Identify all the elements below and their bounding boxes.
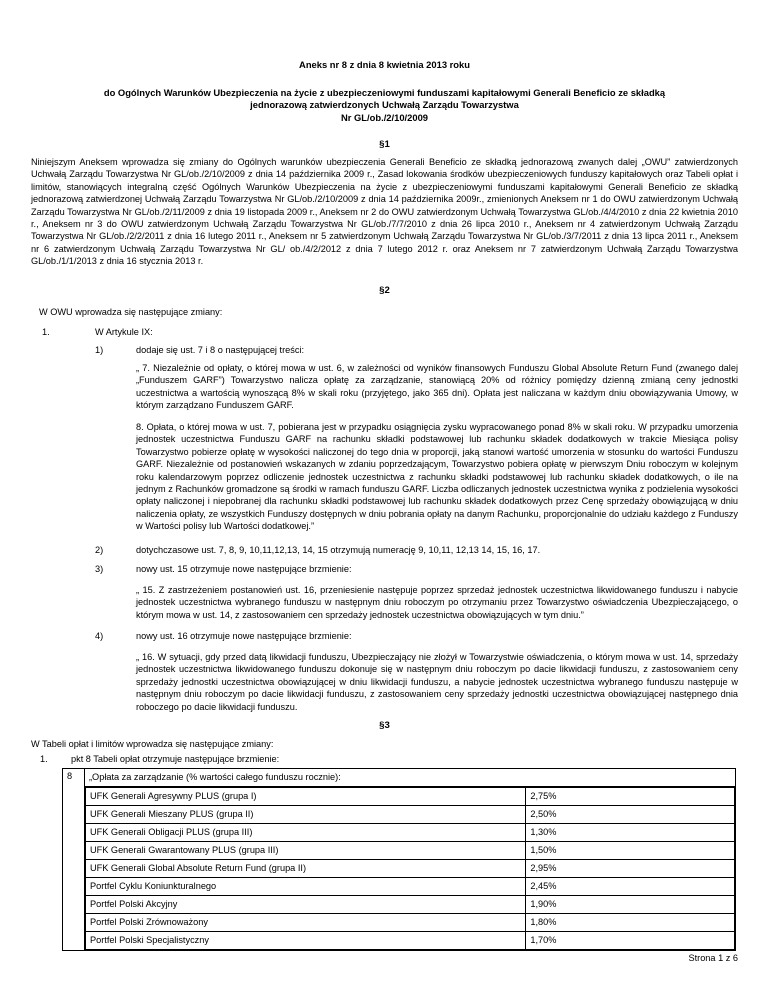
fund-fee-row [86,824,735,842]
section-2-heading: §2 [379,285,390,296]
fund-fee-row [86,878,735,896]
fund-fees-table [85,787,735,950]
fund-fee-row [86,932,735,950]
section-2-sub-4-number: 4) [95,631,104,641]
fund-name: Portfel Polski Zrównoważony [86,914,526,932]
quote-paragraph-7: „ 7. Niezależnie od opłaty, o której mowa w ust. 6, w zależności od wyników finansowych Funduszu Global Absolute Return Fund (zwanego dalej „Funduszem GARF”) Towarzystwo nalicza opłatę za zarządzanie, stanowiącą 20% od różnicy pomiędzy dzienną zmianą ceny jednostki uczestnictwa a wartością wynoszącą 8% w skali roku (przyjętego, jako 365 dni). Opłata jest naliczana w każdym dniu obowiązywania Umowy, w którym zarządzano Funduszem GARF. [136,363,738,411]
fund-name: Portfel Polski Specjalistyczny [86,932,526,950]
quote-paragraph-8: 8. Opłata, o której mowa w ust. 7, pobierana jest w przypadku osiągnięcia zysku wypracowanego ponad 8% w skali roku. W przypadku umorzenia jednostek uczestnictwa Funduszu GARF na rachunku składki podstawowej lub rachunku składek dodatkowych w trakcie Miesiąca polisy Towarzystwo pobierze opłatę w wysokości naliczonej do tego dnia w proporcji, jaką stanowi wartość umorzenia w stosunku do wartości Funduszu GARF. Niezależnie od postanowień wskazanych w zdaniu poprzedzającym, Towarzystwo pobiera opłatę w pierwszym Dniu roboczym w kolejnym roku kalendarzowym poprzez odliczenie jednostek uczestnictwa z rachunku składki podstawowej lub rachunku składek dodatkowych, o ile na jednym z Rachunków gromadzone są środki w ramach funduszu GARF. Liczba odliczanych jednostek uczestnictwa wynika z podzielenia wysokości opłaty naliczonej i niepobranej dla rachunku składki podstawowej lub rachunku składek dodatkowych przez Cenę sprzedaży obowiązującą w dniu naliczenia opłaty, ze wszystkich Funduszy dostępnych w dniu pobrania opłaty na danym Rachunku, proporcjonalnie do udziału każdego z Funduszy w Wartości polisy lub Wartości dodatkowej.” [136,422,738,532]
quote-paragraph-15: „ 15. Z zastrzeżeniem postanowień ust. 16, przeniesienie następuje poprzez sprzedaż jednostek uczestnictwa likwidowanego funduszu i nabycie jednostek uczestnictwa wybranego funduszu w następnym dniu roboczym po otrzymaniu przez Towarzystwo oświadczenia Ubezpieczającego, o którym mowa w ust. 14, z zastosowaniem cen sprzedaży jednostek uczestnictwa obowiązujących w tym dniu.” [136,585,738,620]
fee-table-point-number: 8 [63,769,85,951]
section-2-sub-2-text: dotychczasowe ust. 7, 8, 9, 10,11,12,13, 14, 15 otrzymują numerację 9, 10,11, 12,13 14, 15, 16, 17. [136,545,541,555]
fund-fee-value: 1,90% [526,896,735,914]
fund-fee-value: 1,80% [526,914,735,932]
section-1-heading: §1 [379,139,390,150]
page-number: Strona 1 z 6 [688,953,738,963]
fund-fee-value: 1,30% [526,824,735,842]
section-3-intro: W Tabeli opłat i limitów wprowadza się następujące zmiany: [31,739,274,749]
fund-name: Portfel Polski Akcyjny [86,896,526,914]
section-2-intro: W OWU wprowadza się następujące zmiany: [39,307,223,317]
fund-fee-row [86,842,735,860]
section-3-heading: §3 [379,720,390,731]
section-1-text: Niniejszym Aneksem wprowadza się zmiany do Ogólnych warunków ubezpieczenia Generali Beneficio ze składką jednorazową zwanych dalej „OWU” zatwierdzonych Uchwałą Zarządu Towarzystwa Nr GL/ob./2/10/2009 z dnia 14 października 2009 r., Zasad lokowania środków ubezpieczeniowych funduszy kapitałowych oraz Tabeli opłat i limitów, stanowiących integralną część Ogólnych Warunków Ubezpieczenia na życie z ubezpieczeniowymi funduszami kapitałowymi Generali Beneficio ze składką jednorazową zatwierdzonej Uchwałą Zarządu Towarzystwa Nr GL/ob./2/10/2009 z dnia 14 października 2009r., zmienionych Aneksem nr 1 do OWU zatwierdzonym Uchwałą Zarządu Towarzystwa Nr GL/ob./2/11/2009 z dnia 19 listopada 2009 r., Aneksem nr 2 do OWU zatwierdzonym Uchwałą Towarzystwa GL/ob./4/4/2010 z dnia 22 kwietnia 2010 r., Aneksem nr 3 do OWU zatwierdzonym Uchwałą Zarządu Towarzystwa Nr GL/ob./7/7/2010 z dnia 26 lipca 2010 r., Aneksem nr 4 zatwierdzonym Uchwałą Zarządu Towarzystwa Nr GL/ob./2/2/2011 z dnia 16 lutego 2011 r., Aneksem nr 5 zatwierdzonym Uchwałą Zarządu Towarzystwa Nr GL/ob./3/7/2011 z dnia 13 lipca 2011 r., Aneksem nr 6 zatwierdzonym Uchwałą Zarządu Towarzystwa Nr GL/ ob./4/2/2012 z dnia 7 lutego 2012 r. oraz Aneksem nr 7 zatwierdzonym Uchwałą Zarządu Towarzystwa GL/ob./1/1/2013 z dnia 16 stycznia 2013 r. [31,157,738,267]
fund-name: UFK Generali Global Absolute Return Fund (grupa II) [86,860,526,878]
fund-name: UFK Generali Obligacji PLUS (grupa III) [86,824,526,842]
fund-fee-value: 2,75% [526,788,735,806]
fund-fee-value: 2,50% [526,806,735,824]
title-line-annex: Aneks nr 8 z dnia 8 kwietnia 2013 roku [299,59,470,70]
fund-name: UFK Generali Agresywny PLUS (grupa I) [86,788,526,806]
fund-fee-row [86,788,735,806]
fund-name: UFK Generali Mieszany PLUS (grupa II) [86,806,526,824]
section-2-item-1-text: W Artykule IX: [95,327,153,337]
section-2-sub-2-number: 2) [95,545,104,555]
quote-paragraph-16: „ 16. W sytuacji, gdy przed datą likwidacji funduszu, Ubezpieczający nie złożył w Towarzystwie oświadczenia, o którym mowa w ust. 14, sprzedaży jednostek uczestnictwa likwidowanego funduszu dokonuje się w następnym dniu roboczym po dacie likwidacji funduszu, z zastosowaniem ceny sprzedaży jednostki uczestnictwa obowiązującej w dniu likwidacji funduszu, a nabycie jednostek uczestnictwa wybranego funduszu następuje w następnym dniu roboczym po dacie likwidacji funduszu, z zastosowaniem ceny sprzedaży jednostki uczestnictwa obowiązującej następnego dnia roboczego po dacie likwidacji funduszu. [136,652,738,712]
section-3-item-1-text: pkt 8 Tabeli opłat otrzymuje następujące brzmienie: [71,754,280,764]
fund-fee-row [86,806,735,824]
document-page [31,0,738,994]
fund-name: UFK Generali Gwarantowany PLUS (grupa III) [86,842,526,860]
fund-fee-value: 1,50% [526,842,735,860]
fund-fee-row [86,914,735,932]
fund-fee-value: 1,70% [526,932,735,950]
fund-fee-value: 2,45% [526,878,735,896]
section-2-sub-3-number: 3) [95,564,104,574]
section-2-item-1-number: 1. [42,327,50,337]
title-line-owu: do Ogólnych Warunków Ubezpieczenia na życie z ubezpieczeniowymi funduszami kapitałowymi Generali Beneficio ze składką [103,86,666,98]
fee-table-body-cell [85,787,736,951]
section-2-sub-4-text: nowy ust. 16 otrzymuje nowe następujące brzmienie: [136,631,352,641]
fund-fee-row [86,860,735,878]
section-2-sub-1-number: 1) [95,345,104,355]
section-2-sub-1-text: dodaje się ust. 7 i 8 o następującej treści: [136,345,305,355]
section-3-item-1-number: 1. [40,754,48,764]
fee-table-header: „Opłata za zarządzanie (% wartości całego funduszu rocznie): [85,769,736,787]
document-title [31,59,738,124]
fund-fee-value: 2,95% [526,860,735,878]
title-line-approval: jednorazową zatwierdzonych Uchwałą Zarządu Towarzystwa [250,99,519,111]
fund-name: Portfel Cyklu Koniunkturalnego [86,878,526,896]
title-line-resolution-number: Nr GL/ob./2/10/2009 [340,111,429,123]
fund-fee-row [86,896,735,914]
fee-table [62,768,736,951]
section-2-sub-3-text: nowy ust. 15 otrzymuje nowe następujące brzmienie: [136,564,352,574]
